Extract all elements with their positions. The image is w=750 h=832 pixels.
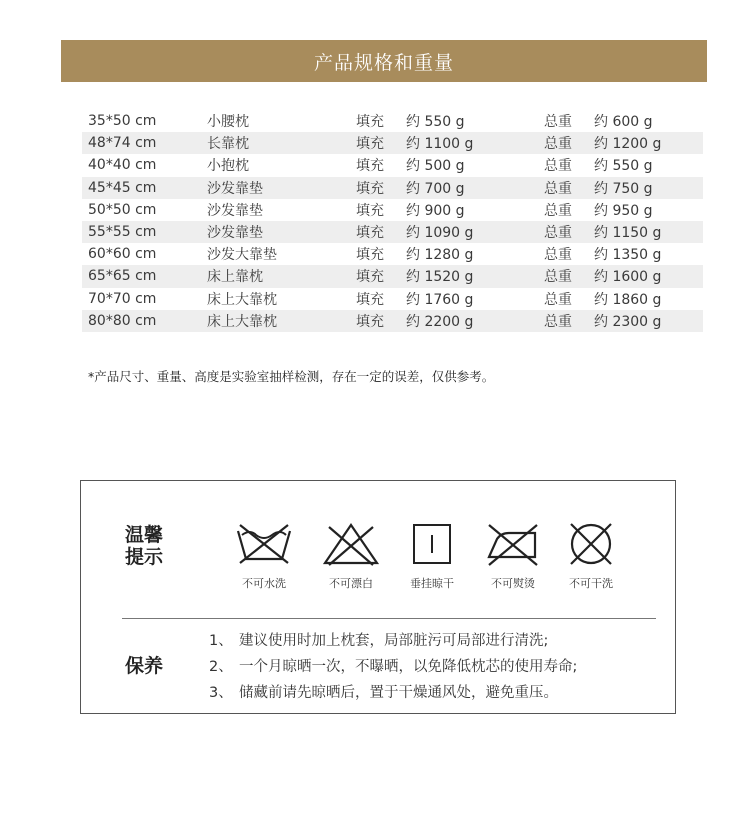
- size-cell: 80*80 cm: [88, 312, 157, 329]
- list-item-number: 2、: [209, 659, 233, 675]
- list-item-text: 储藏前请先晾晒后，置于干燥通风处，避免重压。: [239, 685, 558, 701]
- size-cell: 50*50 cm: [88, 201, 157, 218]
- fill-value: 约 2200 g: [406, 313, 474, 330]
- disclaimer-note: *产品尺寸、重量、高度是实验室抽样检测，存在一定的误差，仅供参考。: [88, 369, 495, 384]
- list-item-number: 1、: [209, 633, 233, 649]
- name-cell: 沙发靠垫: [207, 202, 263, 219]
- size-cell: 65*65 cm: [88, 268, 157, 285]
- table-row: [82, 110, 703, 132]
- table-row: [82, 243, 703, 265]
- list-item-number: 3、: [209, 685, 233, 701]
- care-symbol-label: 垂挂晾干: [410, 577, 454, 590]
- no-dry-clean-icon: [559, 521, 623, 567]
- fill-value: 约 1520 g: [406, 269, 474, 286]
- no-wash-icon: [232, 521, 296, 567]
- size-cell: 48*74 cm: [88, 135, 157, 152]
- table-row: [82, 132, 703, 154]
- total-label: 总重: [544, 313, 572, 330]
- care-symbol: [471, 521, 555, 591]
- care-symbol-label: 不可水洗: [242, 577, 286, 590]
- name-cell: 长靠枕: [207, 136, 249, 153]
- table-row: [82, 199, 703, 221]
- size-cell: 35*50 cm: [88, 113, 157, 130]
- table-row: [82, 288, 703, 310]
- name-cell: 沙发大靠垫: [207, 247, 277, 264]
- fill-value: 约 1090 g: [406, 225, 474, 242]
- name-cell: 小抱枕: [207, 158, 249, 175]
- fill-label: 填充: [356, 202, 384, 219]
- care-tips-box: [80, 480, 676, 714]
- total-value: 约 1150 g: [594, 225, 662, 242]
- fill-value: 约 500 g: [406, 158, 465, 175]
- total-label: 总重: [544, 291, 572, 308]
- table-row: [82, 310, 703, 332]
- fill-value: 约 700 g: [406, 180, 465, 197]
- fill-label: 填充: [356, 291, 384, 308]
- total-value: 约 550 g: [594, 158, 653, 175]
- list-item: [209, 680, 577, 706]
- name-cell: 床上大靠枕: [207, 291, 277, 308]
- table-row: [82, 221, 703, 243]
- fill-label: 填充: [356, 114, 384, 131]
- total-label: 总重: [544, 202, 572, 219]
- total-label: 总重: [544, 136, 572, 153]
- name-cell: 沙发靠垫: [207, 180, 263, 197]
- fill-value: 约 900 g: [406, 202, 465, 219]
- table-row: [82, 154, 703, 176]
- total-label: 总重: [544, 114, 572, 131]
- care-symbol-label: 不可熨烫: [491, 577, 535, 590]
- size-cell: 45*45 cm: [88, 179, 157, 196]
- no-bleach-icon: [319, 521, 383, 567]
- name-cell: 床上靠枕: [207, 269, 263, 286]
- fill-label: 填充: [356, 158, 384, 175]
- care-symbol-label: 不可干洗: [569, 577, 613, 590]
- total-value: 约 1350 g: [594, 247, 662, 264]
- page-title: 产品规格和重量: [313, 51, 454, 74]
- care-symbol: [222, 521, 306, 591]
- hang-dry-icon: [400, 521, 464, 567]
- table-row: [82, 177, 703, 199]
- care-symbol: [309, 521, 393, 591]
- fill-value: 约 1760 g: [406, 291, 474, 308]
- care-symbol: [390, 521, 474, 591]
- care-tips-title-line: 提示: [125, 546, 164, 568]
- total-value: 约 1200 g: [594, 136, 662, 153]
- fill-label: 填充: [356, 247, 384, 264]
- size-cell: 60*60 cm: [88, 246, 157, 263]
- spec-table: [82, 110, 703, 332]
- size-cell: 70*70 cm: [88, 290, 157, 307]
- fill-label: 填充: [356, 136, 384, 153]
- name-cell: 沙发靠垫: [207, 225, 263, 242]
- size-cell: 55*55 cm: [88, 224, 157, 241]
- list-item: [209, 654, 577, 680]
- maintenance-list: [209, 628, 577, 706]
- total-value: 约 1600 g: [594, 269, 662, 286]
- name-cell: 床上大靠枕: [207, 313, 277, 330]
- care-symbol-label: 不可漂白: [329, 577, 373, 590]
- fill-label: 填充: [356, 313, 384, 330]
- table-row: [82, 265, 703, 287]
- list-item-text: 建议使用时加上枕套，局部脏污可局部进行清洗;: [239, 633, 549, 649]
- name-cell: 小腰枕: [207, 114, 249, 131]
- total-value: 约 950 g: [594, 202, 653, 219]
- total-label: 总重: [544, 225, 572, 242]
- care-tips-title: [125, 524, 169, 568]
- fill-label: 填充: [356, 225, 384, 242]
- header-banner: [61, 40, 707, 82]
- care-symbol: [549, 521, 633, 591]
- total-label: 总重: [544, 247, 572, 264]
- total-label: 总重: [544, 269, 572, 286]
- divider: [122, 618, 656, 619]
- list-item-text: 一个月晾晒一次，不曝晒，以免降低枕芯的使用寿命;: [239, 659, 578, 675]
- total-value: 约 1860 g: [594, 291, 662, 308]
- total-value: 约 2300 g: [594, 313, 662, 330]
- list-item: [209, 628, 577, 654]
- maintenance-title: 保养: [125, 655, 164, 677]
- total-value: 约 750 g: [594, 180, 653, 197]
- no-iron-icon: [481, 521, 545, 567]
- size-cell: 40*40 cm: [88, 157, 157, 174]
- fill-label: 填充: [356, 180, 384, 197]
- total-label: 总重: [544, 180, 572, 197]
- fill-value: 约 550 g: [406, 114, 465, 131]
- fill-label: 填充: [356, 269, 384, 286]
- fill-value: 约 1280 g: [406, 247, 474, 264]
- care-tips-title-line: 温馨: [125, 524, 164, 546]
- fill-value: 约 1100 g: [406, 136, 474, 153]
- total-label: 总重: [544, 158, 572, 175]
- total-value: 约 600 g: [594, 114, 653, 131]
